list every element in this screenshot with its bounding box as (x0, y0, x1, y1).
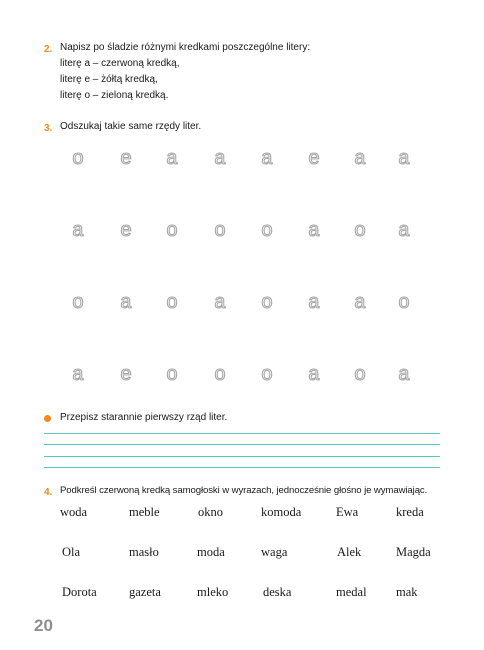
word: woda (60, 505, 88, 519)
dotted-letter: o (213, 220, 226, 243)
word: Ola (62, 545, 81, 559)
task-3-number: 3. (44, 123, 53, 134)
dotted-letter: a (71, 220, 84, 243)
word: Alek (337, 545, 362, 559)
dotted-letter: o (213, 364, 226, 387)
word: gazeta (129, 585, 161, 599)
word: okno (198, 505, 223, 519)
dotted-letter: a (213, 292, 226, 315)
page-number: 20 (34, 616, 53, 635)
dotted-letter: a (397, 220, 410, 243)
word: Dorota (62, 585, 97, 599)
letter-row-1 (64, 150, 418, 172)
word-row-1 (60, 505, 440, 525)
dotted-letter: e (119, 148, 132, 171)
word: meble (129, 505, 160, 519)
writing-line[interactable] (44, 433, 440, 434)
word: kreda (396, 505, 424, 519)
letter-row-2 (64, 222, 418, 244)
dotted-letter: o (260, 220, 273, 243)
copy-task-instruction: Przepisz starannie pierwszy rząd liter. (60, 412, 228, 423)
task-2-line-4: literę o – zieloną kredką. (60, 90, 169, 101)
word: waga (261, 545, 288, 559)
word: masło (129, 545, 159, 559)
dotted-letter: o (353, 220, 366, 243)
dotted-letter: o (165, 220, 178, 243)
word: komoda (261, 505, 302, 519)
letter-row-3 (64, 294, 418, 316)
dotted-letter: a (213, 148, 226, 171)
dotted-letter: a (260, 148, 273, 171)
dotted-letter: o (260, 292, 273, 315)
dotted-letter: e (119, 364, 132, 387)
task-2-line-3: literę e – żółtą kredką, (60, 74, 158, 85)
writing-line[interactable] (44, 467, 440, 468)
dotted-letter: a (397, 148, 410, 171)
word: medal (336, 585, 367, 599)
task-3-instruction: Odszukaj takie same rzędy liter. (60, 121, 202, 132)
writing-line[interactable] (44, 456, 440, 457)
dotted-letter: e (307, 148, 320, 171)
dotted-letter: o (71, 148, 84, 171)
orange-bullet-icon (44, 415, 51, 422)
word: mak (396, 585, 418, 599)
dotted-letter: a (71, 364, 84, 387)
word-row-2 (60, 545, 440, 565)
word: mleko (197, 585, 229, 599)
letter-grid (64, 150, 418, 390)
task-4-instruction: Podkreśl czerwoną kredką samogłoski w wyrazach, jednocześnie głośno je wymawiając. (60, 485, 428, 496)
dotted-letter: o (71, 292, 84, 315)
dotted-letter: o (165, 292, 178, 315)
dotted-letter: o (397, 292, 410, 315)
word: deska (263, 585, 292, 599)
dotted-letter: a (307, 220, 320, 243)
dotted-letter: o (165, 364, 178, 387)
dotted-letter: o (353, 364, 366, 387)
word-row-3 (60, 585, 440, 605)
task-2-line-2: literę a – czerwoną kredką, (60, 58, 180, 69)
word: Ewa (336, 505, 359, 519)
dotted-letter: o (260, 364, 273, 387)
dotted-letter: a (353, 148, 366, 171)
letter-row-4 (64, 366, 418, 388)
dotted-letter: a (353, 292, 366, 315)
dotted-letter: a (397, 364, 410, 387)
dotted-letter: a (307, 364, 320, 387)
word: moda (197, 545, 225, 559)
task-2-number: 2. (44, 44, 53, 55)
dotted-letter: e (119, 220, 132, 243)
task-4-number: 4. (44, 487, 53, 498)
task-2-line-1: Napisz po śladzie różnymi kredkami poszczególne litery: (60, 42, 311, 53)
dotted-letter: a (307, 292, 320, 315)
writing-line[interactable] (44, 444, 440, 445)
dotted-letter: a (165, 148, 178, 171)
word: Magda (396, 545, 431, 559)
dotted-letter: a (119, 292, 132, 315)
